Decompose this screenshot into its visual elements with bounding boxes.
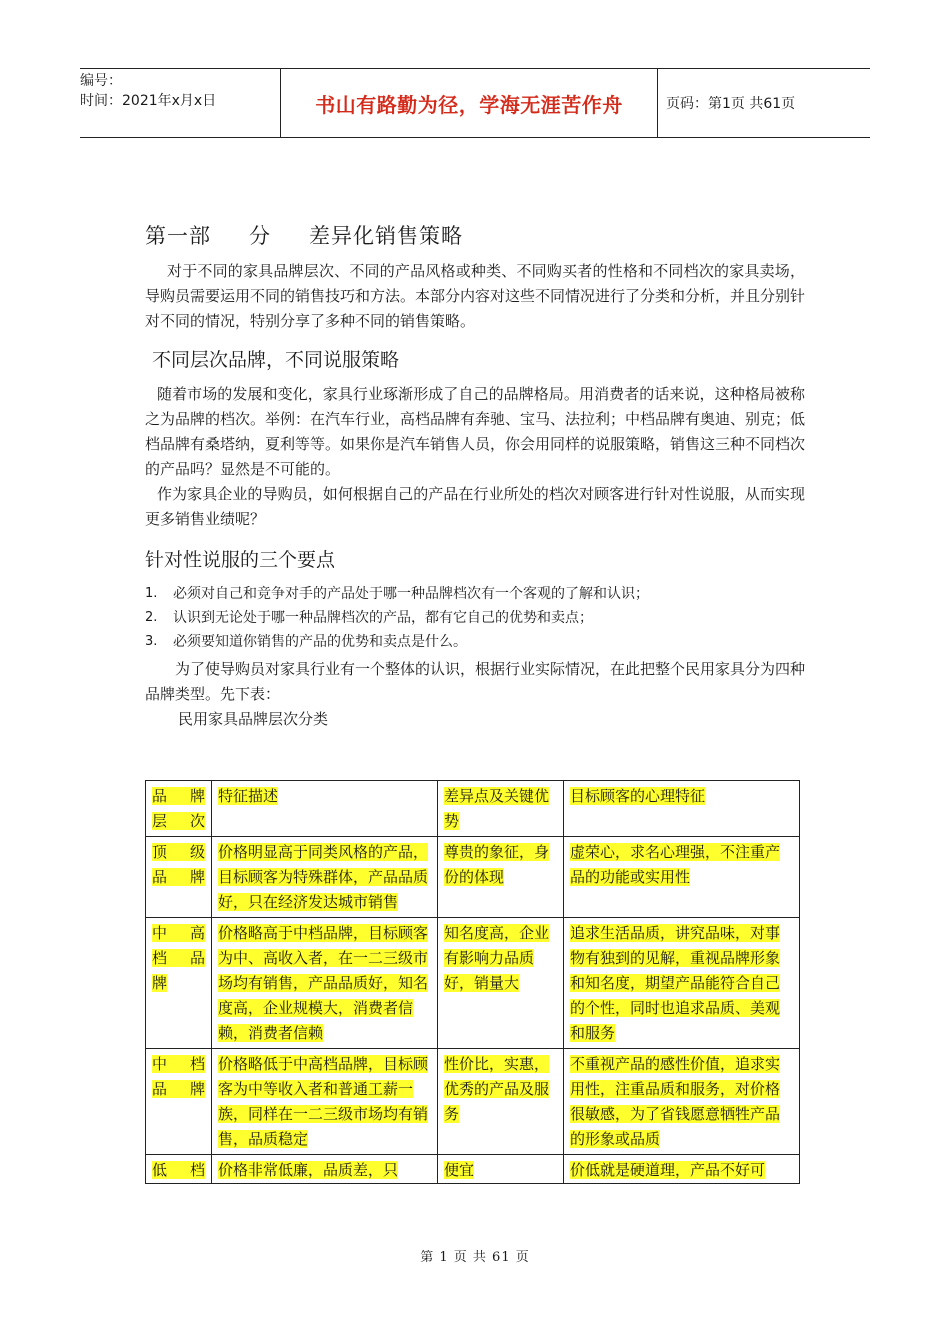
- key-points-list: [145, 582, 805, 654]
- part-heading-2: 分: [249, 224, 271, 248]
- table-row: [146, 1155, 800, 1184]
- cell-feature: 价格略低于中高档品牌，目标顾客为中等收入者和普通工薪一族，同样在一二三级市场均有销售，品质稳定: [218, 1055, 429, 1148]
- cell-psychology: 不重视产品的感性价值，追求实用性，注重品质和服务，对价格很敏感，为了省钱愿意牺牲产品的形象或品质: [570, 1055, 781, 1148]
- part-heading-3: 差异化销售策略: [309, 224, 463, 248]
- header-cell-level: 品 牌 层 次: [152, 787, 205, 830]
- cell-level: 低 档: [152, 1161, 205, 1179]
- cell-psychology: 虚荣心，求名心理强，不注重产品的功能或实用性: [570, 843, 781, 886]
- page-header: [80, 68, 870, 138]
- cell-level: 中 高 档 品 牌: [152, 924, 205, 992]
- header-page-code: 页码：第1页 共61页: [666, 96, 796, 112]
- list-item: 1. 必须对自己和竞争对手的产品处于哪一种品牌档次有一个客观的了解和认识；: [145, 586, 649, 602]
- brand-levels-table: [145, 780, 800, 1184]
- cell-psychology: 价低就是硬道理，产品不好可: [570, 1161, 766, 1179]
- intro-paragraph: 对于不同的家具品牌层次、不同的产品风格或种类、不同购买者的性格和不同档次的家具卖场，导购员需要运用不同的销售技巧和方法。本部分内容对这些不同情况进行了分类和分析，并且分别针对不同的情况，特别分享了多种不同的销售策略。: [145, 262, 806, 330]
- section2-paragraph: 为了使导购员对家具行业有一个整体的认识，根据行业实际情况，在此把整个民用家具分为四种品牌类型。先下表：: [145, 660, 806, 703]
- table-row: [146, 918, 800, 1049]
- page-footer: 第 1 页 共 61 页: [420, 1250, 530, 1265]
- header-cell-advantage: 差异点及关键优势: [444, 787, 550, 830]
- table-header-row: [146, 781, 800, 837]
- cell-advantage: 知名度高，企业有影响力品质好，销量大: [444, 924, 550, 992]
- cell-level: 顶 级 品牌: [152, 843, 205, 886]
- header-motto: 书山有路勤为径，学海无涯苦作舟: [280, 69, 658, 137]
- section1-paragraph-2: 作为家具企业的导购员，如何根据自己的产品在行业所处的档次对顾客进行针对性说服，从而实现更多销售业绩呢？: [145, 485, 805, 528]
- table-row: [146, 1049, 800, 1155]
- cell-feature: 价格非常低廉，品质差，只: [218, 1161, 399, 1179]
- cell-feature: 价格略高于中档品牌，目标顾客为中、高收入者，在一二三级市场均有销售，产品品质好，知名度高，企业规模大，消费者信赖，消费者信赖: [218, 924, 429, 1042]
- cell-advantage: 便宜: [444, 1161, 475, 1179]
- cell-advantage: 尊贵的象征，身份的体现: [444, 843, 550, 886]
- header-cell-feature: 特征描述: [218, 787, 279, 805]
- cell-advantage: 性价比，实惠，优秀的产品及服务: [444, 1055, 550, 1123]
- part-heading: [145, 220, 463, 250]
- cell-level: 中 档 品牌: [152, 1055, 205, 1098]
- list-item: 3. 必须要知道你销售的产品的优势和卖点是什么。: [145, 634, 467, 650]
- document-time-label: 时间：2021年x月x日: [80, 93, 217, 109]
- cell-feature: 价格明显高于同类风格的产品，目标顾客为特殊群体，产品品质好，只在经济发达城市销售: [218, 843, 429, 911]
- part-heading-1: 第一部: [145, 224, 211, 248]
- header-cell-psychology: 目标顾客的心理特征: [570, 787, 706, 805]
- section1-paragraph-1: 随着市场的发展和变化，家具行业琢渐形成了自己的品牌格局。用消费者的话来说，这种格局被称之为品牌的档次。举例：在汽车行业，高档品牌有奔驰、宝马、法拉利；中档品牌有奥迪、别克；低档品牌有桑塔纳，夏利等等。如果你是汽车销售人员，你会用同样的说服策略，销售这三种不同档次的产品吗？显然是不可能的。: [145, 385, 806, 478]
- table-row: [146, 837, 800, 918]
- list-item: 2. 认识到无论处于哪一种品牌档次的产品，都有它自己的优势和卖点；: [145, 610, 593, 626]
- document-number-label: 编号：: [80, 73, 122, 89]
- cell-psychology: 追求生活品质，讲究品味，对事物有独到的见解，重视品牌形象和知名度，期望产品能符合自己的个性，同时也追求品质、美观和服务: [570, 924, 781, 1042]
- header-meta: [80, 69, 280, 137]
- table-caption: 民用家具品牌层次分类: [178, 710, 329, 728]
- section-heading-brand-levels: 不同层次品牌，不同说服策略: [152, 349, 400, 371]
- section-heading-key-points: 针对性说服的三个要点: [145, 549, 336, 571]
